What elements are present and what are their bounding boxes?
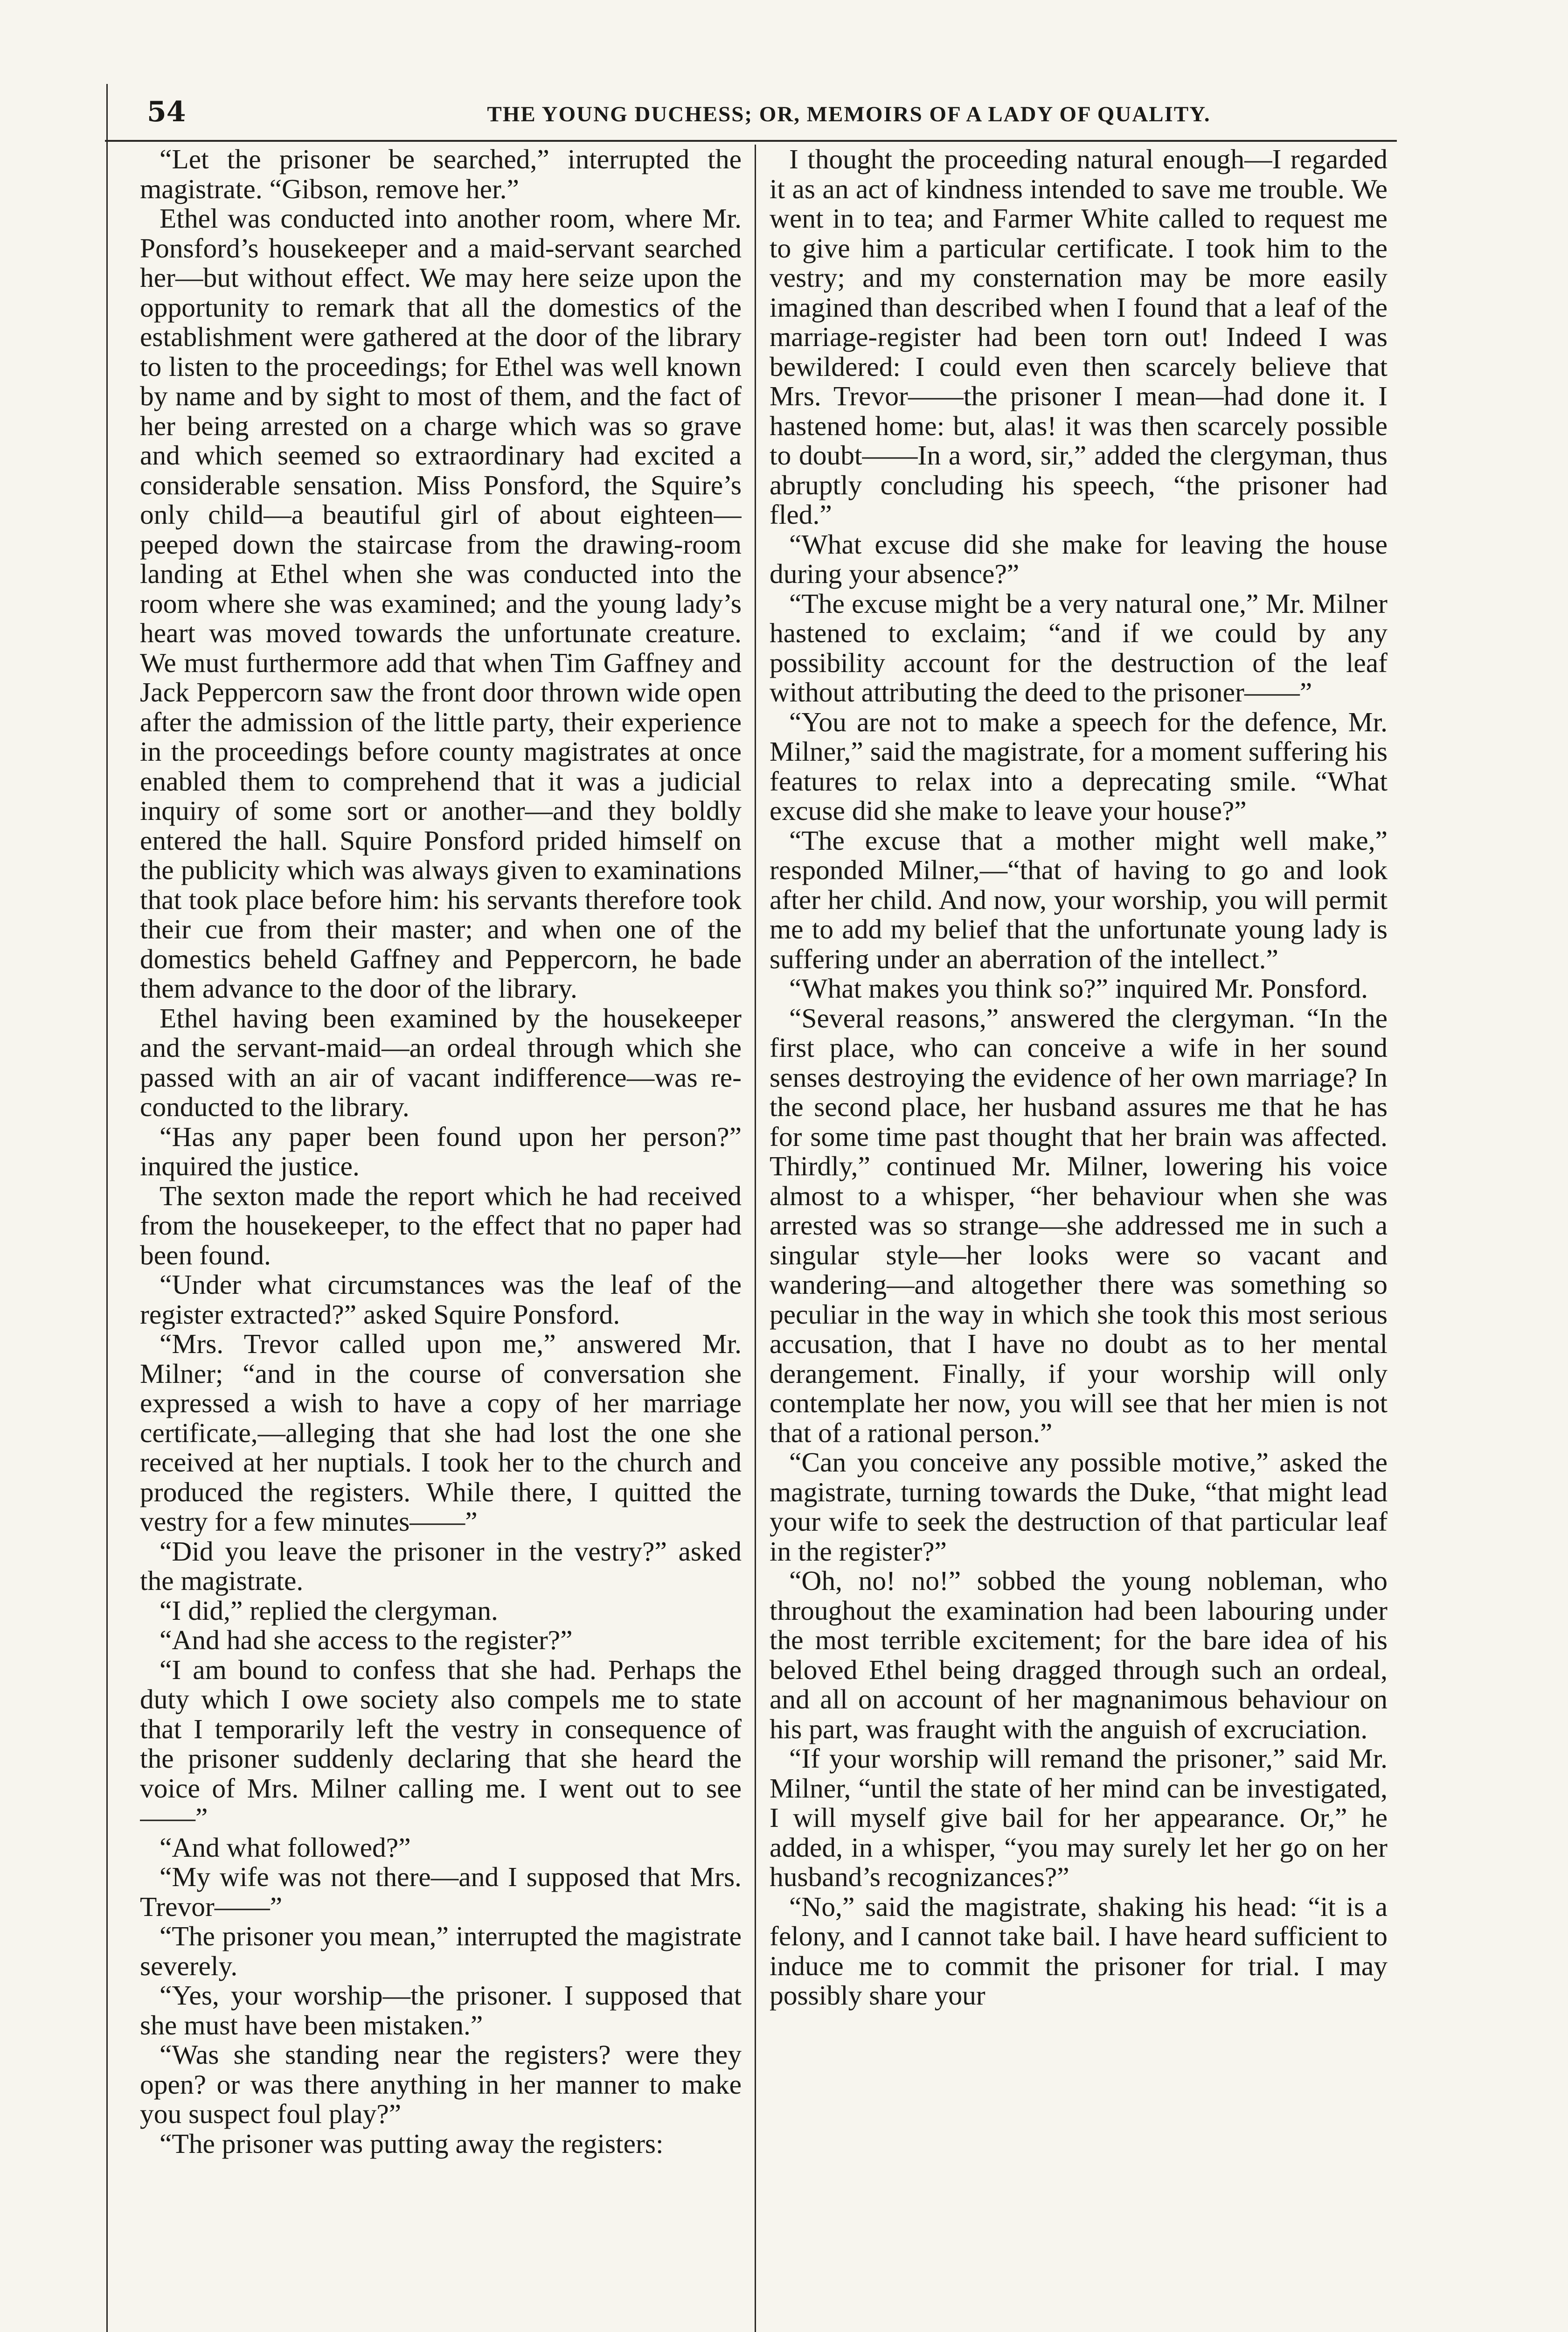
paragraph: “Has any paper been found upon her person?” inquired the justice.	[140, 1121, 742, 1181]
paragraph: “Yes, your worship—the prisoner. I supposed that she must have been mistaken.”	[140, 1980, 742, 2040]
paragraph: “The excuse might be a very natural one,” Mr. Milner hastened to exclaim; “and if we could by any possibility account for the destruction of the leaf without attributing the deed to the prisoner——”	[770, 588, 1388, 708]
paragraph: “Under what circumstances was the leaf of the register extracted?” asked Squire Ponsford.	[140, 1269, 742, 1330]
running-title: THE YOUNG DUCHESS; OR, MEMOIRS OF A LADY OF QUALITY.	[487, 102, 1211, 126]
paragraph: “Mrs. Trevor called upon me,” answered Mr. Milner; “and in the course of conversation she expressed a wish to have a copy of her marriage certificate,—alleging that she had lost the one she received at her nuptials. I took her to the church and produced the registers. While there, I quitted the vestry for a few minutes——”	[140, 1328, 742, 1537]
paragraph: Ethel having been examined by the housekeeper and the servant-maid—an ordeal through which she passed with an air of vacant indifference—was re-conducted to the library.	[140, 1002, 742, 1122]
left-margin-rule	[106, 84, 108, 2332]
column-right	[770, 145, 1388, 2332]
paragraph: “And what followed?”	[160, 1832, 411, 1863]
paragraph: I thought the proceeding natural enough—I regarded it as an act of kindness intended to save me trouble. We went in to tea; and Farmer White called to request me to give him a particular certificate. I took him to the vestry; and my consternation may be more easily imagined than described when I found that a leaf of the marriage-register had been torn out! Indeed I was bewildered: I could even then scarcely believe that Mrs. Trevor——the prisoner I mean—had done it. I hastened home: but, alas! it was then scarcely possible to doubt——In a word, sir,” added the clergyman, thus abruptly concluding his speech, “the prisoner had fled.”	[770, 145, 1388, 530]
paragraph: “Let the prisoner be searched,” interrupted the magistrate. “Gibson, remove her.”	[140, 145, 742, 204]
paragraph: “You are not to make a speech for the defence, Mr. Milner,” said the magistrate, for a moment suffering his features to relax into a deprecating smile. “What excuse did she make to leave your house?”	[770, 706, 1388, 826]
paragraph: The sexton made the report which he had received from the housekeeper, to the effect that no paper had been found.	[140, 1180, 742, 1270]
column-left	[140, 145, 742, 2332]
paragraph: “And had she access to the register?”	[160, 1624, 573, 1655]
paragraph: “Can you conceive any possible motive,” asked the magistrate, turning towards the Duke, “that might lead your wife to seek the destruction of that particular leaf in the register?”	[770, 1447, 1388, 1567]
paragraph: “The prisoner you mean,” interrupted the magistrate severely.	[140, 1921, 742, 1981]
paragraph: “I did,” replied the clergyman.	[160, 1595, 498, 1626]
paragraph: “The prisoner was putting away the registers:	[160, 2128, 664, 2159]
paragraph: “Oh, no! no!” sobbed the young nobleman, who throughout the examination had been labouring under the most terrible excitement; for the bare idea of his beloved Ethel being dragged through such an ordeal, and all on account of her magnanimous behaviour on his part, was fraught with the anguish of excruciation.	[770, 1565, 1388, 1744]
paragraph: “The excuse that a mother might well make,” responded Milner,—“that of having to go and look after her child. And now, your worship, you will permit me to add my belief that the unfortunate young lady is suffering under an aberration of the intellect.”	[770, 825, 1388, 974]
page-number: 54	[147, 96, 186, 128]
paragraph: “Several reasons,” answered the clergyman. “In the first place, who can conceive a wife in her sound senses destroying the evidence of her own marriage? In the second place, her husband assures me that he has for some time past thought that her brain was affected. Thirdly,” continued Mr. Milner, lowering his voice almost to a whisper, “her behaviour when she was arrested was so strange—she addressed me in such a singular style—her looks were so vacant and wandering—and altogether there was something so peculiar in the way in which she took this most serious accusation, that I have no doubt as to her mental derangement. Finally, if your worship will only contemplate her now, you will see that her mien is not that of a rational person.”	[770, 1002, 1388, 1448]
paragraph: “My wife was not there—and I supposed that Mrs. Trevor——”	[140, 1861, 742, 1922]
paragraph: “I am bound to confess that she had. Perhaps the duty which I owe society also compels me to state that I temporarily left the vestry in consequence of the prisoner suddenly declaring that she heard the voice of Mrs. Milner calling me. I went out to see——”	[140, 1654, 742, 1833]
paragraph: “If your worship will remand the prisoner,” said Mr. Milner, “until the state of her mind can be investigated, I will myself give bail for her appearance. Or,” he added, in a whisper, “you may surely let her go on her husband’s recognizances?”	[770, 1743, 1388, 1892]
column-divider	[755, 145, 756, 2332]
paragraph: “Was she standing near the registers? were they open? or was there anything in her manner to make you suspect foul play?”	[140, 2039, 742, 2129]
header-rule	[105, 140, 1397, 142]
paragraph: “What excuse did she make for leaving the house during your absence?”	[770, 528, 1388, 589]
paragraph: “What makes you think so?” inquired Mr. Ponsford.	[789, 973, 1368, 1004]
paragraph: “Did you leave the prisoner in the vestry?” asked the magistrate.	[140, 1535, 742, 1596]
paragraph: Ethel was conducted into another room, where Mr. Ponsford’s housekeeper and a maid-servant searched her—but without effect. We may here seize upon the opportunity to remark that all the domestics of the establishment were gathered at the door of the library to listen to the proceedings; for Ethel was well known by name and by sight to most of them, and the fact of her being arrested on a charge which was so grave and which seemed so extraordinary had excited a considerable sensation. Miss Ponsford, the Squire’s only child—a beautiful girl of about eighteen—peeped down the staircase from the drawing-room landing at Ethel when she was conducted into the room where she was examined; and the young lady’s heart was moved towards the unfortunate creature. We must furthermore add that when Tim Gaffney and Jack Peppercorn saw the front door thrown wide open after the admission of the little party, their experience in the proceedings before county magistrates at once enabled them to comprehend that it was a judicial inquiry of some sort or another—and they boldly entered the hall. Squire Ponsford prided himself on the publicity which was always given to examinations that took place before him: his servants therefore took their cue from their master; and when one of the domestics beheld Gaffney and Peppercorn, he bade them advance to the door of the library.	[140, 203, 742, 1004]
paragraph: “No,” said the magistrate, shaking his head: “it is a felony, and I cannot take bail. I have heard sufficient to induce me to commit the prisoner for trial. I may possibly share your	[770, 1891, 1388, 2011]
